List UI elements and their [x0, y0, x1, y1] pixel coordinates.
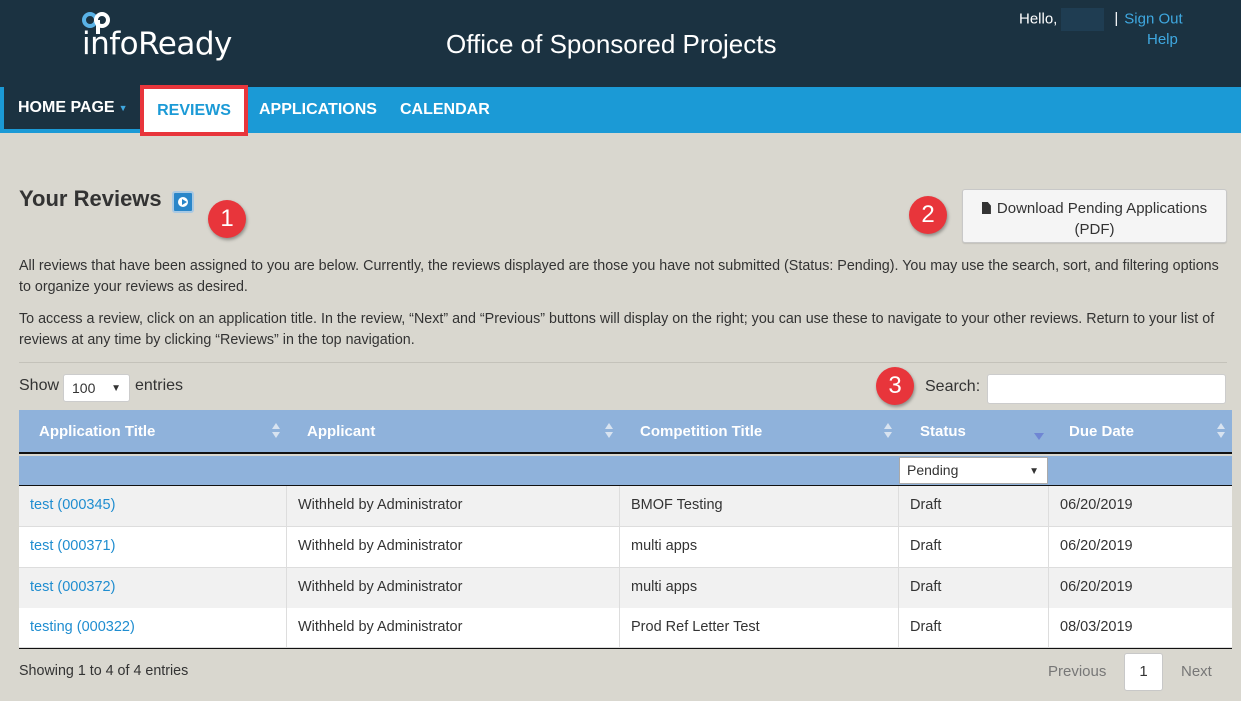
sort-desc-icon[interactable] [1034, 433, 1044, 440]
show-label: Show [19, 377, 60, 394]
pagination-page-1[interactable]: 1 [1124, 653, 1163, 691]
table-row [19, 486, 1232, 527]
cell-status: Draft [899, 527, 1049, 567]
sort-icon[interactable] [605, 423, 613, 439]
status-filter-value: Pending [907, 462, 959, 478]
logo-text: infoReady [82, 26, 232, 62]
top-header [0, 0, 1241, 87]
dropdown-arrow-icon: ▼ [1029, 466, 1039, 477]
callout-badge-2: 2 [909, 196, 947, 234]
cell-application-title [19, 608, 287, 648]
table-row [19, 608, 1232, 648]
site-title: Office of Sponsored Projects [446, 29, 777, 59]
dropdown-arrow-icon: ▼ [111, 383, 121, 394]
page-title: Your Reviews [19, 186, 162, 211]
header-status[interactable]: Status [920, 423, 966, 440]
main-nav [0, 87, 1241, 133]
cell-competition: BMOF Testing [620, 486, 899, 526]
intro-paragraph-1: All reviews that have been assigned to you are below. Currently, the reviews displayed are those you have not submitted (Status: Pending). You may use the search, sort, and filtering options to organize your reviews as desired. [19, 258, 1219, 295]
table-bottom-border [19, 648, 1232, 649]
sign-out-link[interactable]: Sign Out [1124, 10, 1183, 28]
user-name-redacted [1061, 8, 1104, 31]
entries-label: entries [135, 377, 184, 394]
callout-badge-3: 3 [876, 367, 914, 405]
hello-label: Hello, [1019, 10, 1058, 28]
header-application-title[interactable]: Application Title [39, 423, 156, 440]
nav-applications[interactable]: APPLICATIONS [259, 101, 377, 118]
pagination-next[interactable]: Next [1181, 663, 1212, 680]
cell-status: Draft [899, 486, 1049, 526]
table-row [19, 568, 1232, 609]
entries-per-page-select[interactable] [63, 374, 130, 402]
cell-due-date: 06/20/2019 [1060, 497, 1133, 513]
nav-home-label: HOME PAGE [18, 99, 115, 116]
search-label: Search: [925, 378, 981, 395]
status-filter-select[interactable] [899, 457, 1048, 484]
search-input[interactable] [987, 374, 1226, 404]
divider [19, 362, 1227, 363]
document-icon [982, 202, 991, 214]
nav-reviews[interactable]: REVIEWS [140, 85, 248, 136]
cell-application-title [19, 527, 287, 567]
header-due-date[interactable]: Due Date [1069, 423, 1135, 440]
callout-badge-1: 1 [208, 200, 246, 238]
cell-applicant: Withheld by Administrator [287, 608, 620, 648]
table-header [19, 410, 1232, 454]
caret-down-icon: ▼ [118, 102, 128, 113]
table-row [19, 527, 1232, 568]
download-button-label: Download Pending Applications (PDF) [996, 200, 1208, 238]
table-info: Showing 1 to 4 of 4 entries [19, 663, 189, 679]
cell-competition: multi apps [620, 527, 899, 567]
cell-applicant: Withheld by Administrator [287, 568, 620, 608]
application-link[interactable]: test (000372) [30, 579, 116, 595]
nav-calendar[interactable]: CALENDAR [400, 101, 490, 118]
cell-status: Draft [899, 608, 1049, 648]
cell-application-title [19, 486, 287, 526]
pagination-previous[interactable]: Previous [1048, 663, 1107, 680]
infoready-logo[interactable] [82, 12, 232, 67]
separator: | [1114, 10, 1119, 28]
cell-due-date: 08/03/2019 [1060, 619, 1133, 635]
intro-paragraph-2: To access a review, click on an application title. In the review, “Next” and “Previous” buttons will display on the right; you can use these to navigate to your other reviews. Return to your list of reviews at any time by clicking “Reviews” in the top navigation. [19, 311, 1215, 348]
cell-applicant: Withheld by Administrator [287, 527, 620, 567]
cell-competition: multi apps [620, 568, 899, 608]
cell-due-date: 06/20/2019 [1060, 579, 1133, 595]
cell-application-title [19, 568, 287, 608]
header-applicant[interactable]: Applicant [307, 423, 376, 440]
sort-icon[interactable] [884, 423, 892, 439]
application-link[interactable]: test (000371) [30, 538, 116, 554]
user-area [1019, 8, 1183, 31]
cell-status: Draft [899, 568, 1049, 608]
download-pending-button[interactable] [962, 189, 1227, 243]
cell-competition: Prod Ref Letter Test [620, 608, 899, 648]
application-link[interactable]: testing (000322) [30, 619, 135, 635]
application-link[interactable]: test (000345) [30, 497, 116, 513]
cell-applicant: Withheld by Administrator [287, 486, 620, 526]
entries-value: 100 [72, 380, 96, 396]
sort-icon[interactable] [1217, 423, 1225, 439]
filter-row [19, 456, 1232, 486]
header-competition-title[interactable]: Competition Title [640, 423, 763, 440]
nav-home-page[interactable] [4, 87, 140, 129]
sort-icon[interactable] [272, 423, 280, 439]
video-help-icon[interactable] [172, 191, 194, 213]
help-link[interactable]: Help [1147, 31, 1178, 48]
cell-due-date: 06/20/2019 [1060, 538, 1133, 554]
